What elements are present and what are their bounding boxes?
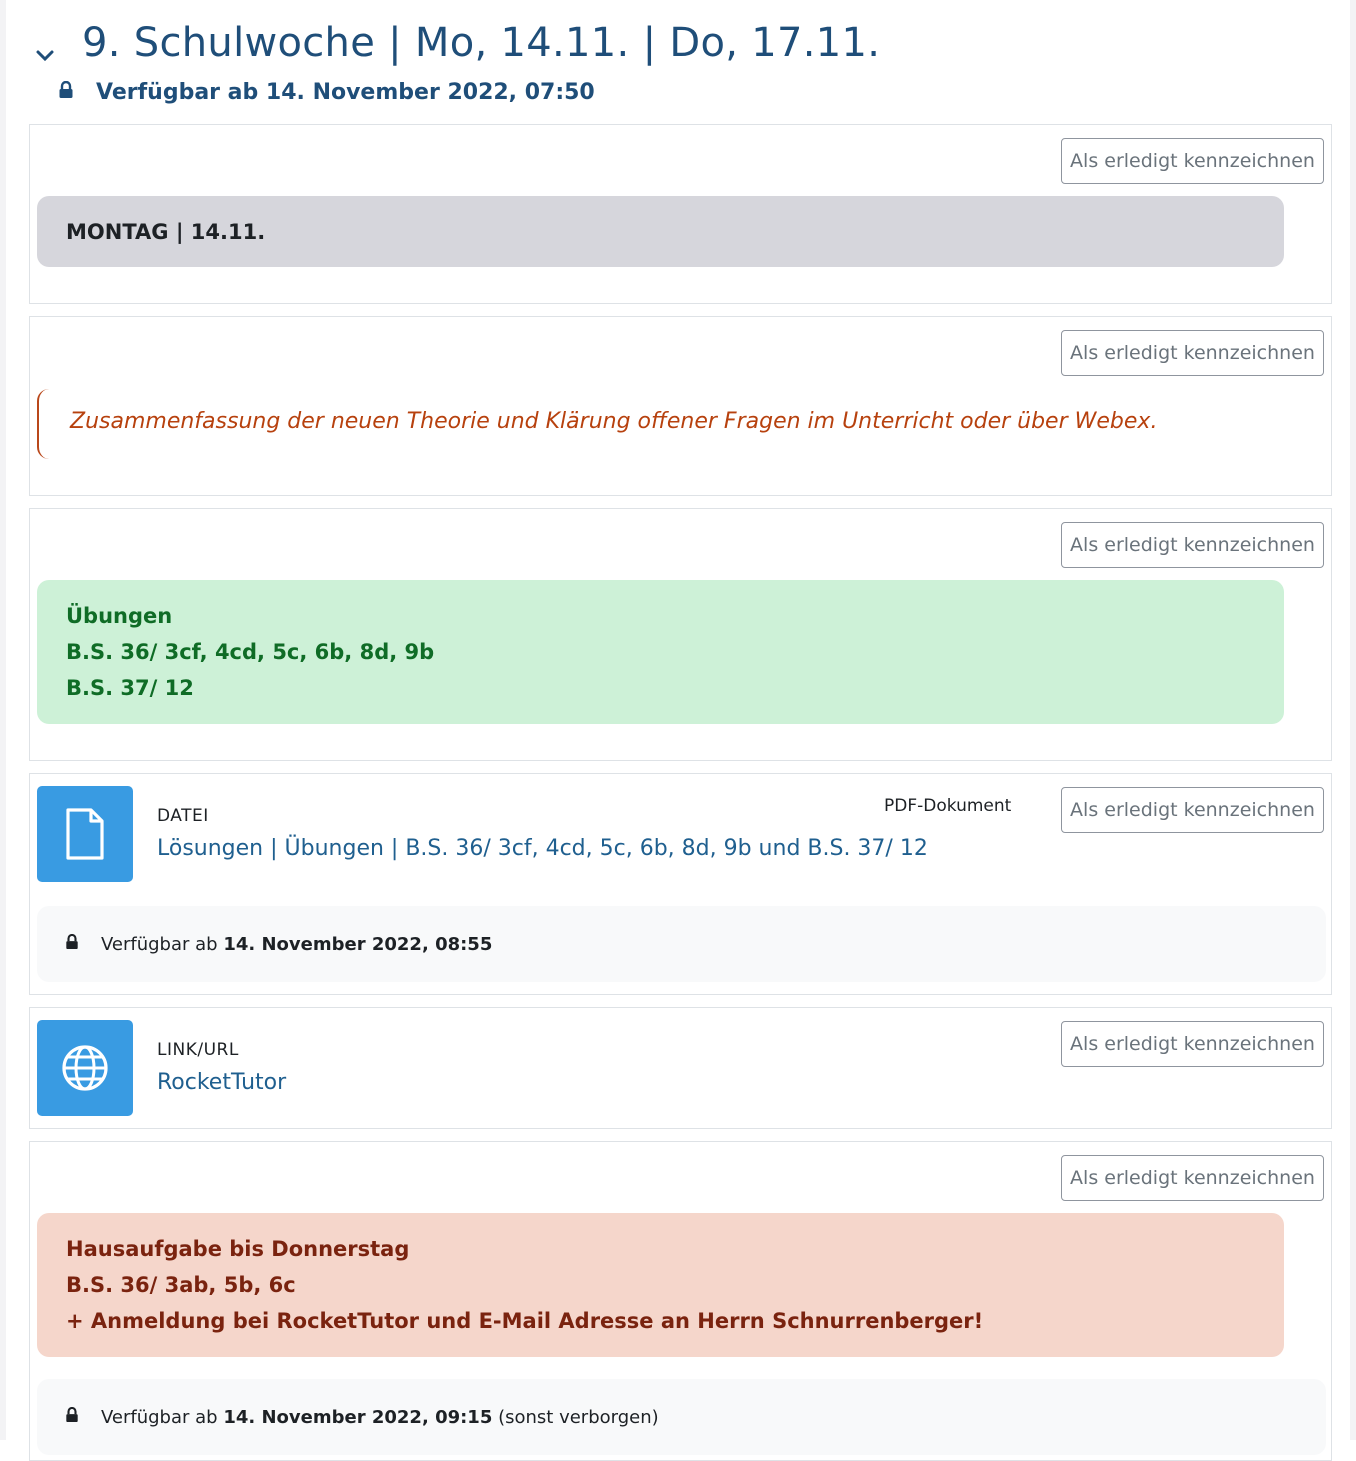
mark-done-button[interactable]: Als erledigt kennzeichnen xyxy=(1061,1021,1324,1067)
label-uebungen-title: Übungen xyxy=(66,604,173,628)
file-restriction xyxy=(37,906,1326,982)
restriction-prefix: Verfügbar ab xyxy=(101,933,218,955)
activity-file xyxy=(29,773,1332,995)
label-montag-text: MONTAG | 14.11. xyxy=(66,219,266,244)
url-activity-link[interactable]: RocketTutor xyxy=(157,1070,287,1095)
chevron-down-icon[interactable] xyxy=(34,48,56,68)
summary-quote-text: Zusammenfassung der neuen Theorie und Klärung offener Fragen im Unterricht oder über Webex. xyxy=(70,409,1158,434)
globe-icon[interactable] xyxy=(37,1020,133,1116)
mark-done-button[interactable]: Als erledigt kennzeichnen xyxy=(1061,522,1324,568)
mark-done-button[interactable]: Als erledigt kennzeichnen xyxy=(1061,138,1324,184)
activity-type: DATEI xyxy=(157,806,209,826)
label-hausaufgabe-title: Hausaufgabe bis Donnerstag xyxy=(66,1237,410,1261)
label-uebungen xyxy=(37,580,1284,724)
label-hausaufgabe-line: B.S. 36/ 3ab, 5b, 6c xyxy=(66,1273,296,1297)
activity-label-summary xyxy=(29,316,1332,496)
lock-icon xyxy=(58,81,74,103)
section-availability xyxy=(58,78,595,106)
label-hausaufgabe-line: + Anmeldung bei RocketTutor und E-Mail Adresse an Herrn Schnurrenberger! xyxy=(66,1309,984,1333)
activity-type: LINK/URL xyxy=(157,1040,239,1060)
section-title[interactable]: 9. Schulwoche | Mo, 14.11. | Do, 17.11. xyxy=(82,20,881,66)
restriction-text xyxy=(101,934,492,955)
mark-done-button[interactable]: Als erledigt kennzeichnen xyxy=(1061,330,1324,376)
label-uebungen-line: B.S. 36/ 3cf, 4cd, 5c, 6b, 8d, 9b xyxy=(66,640,435,664)
page-edge-right xyxy=(1350,0,1356,1440)
label-hausaufgabe xyxy=(37,1213,1284,1357)
restriction-text xyxy=(101,1407,659,1428)
lock-icon xyxy=(65,934,79,954)
file-activity-link[interactable]: Lösungen | Übungen | B.S. 36/ 3cf, 4cd, 5c, 6b, 8d, 9b und B.S. 37/ 12 xyxy=(157,836,928,861)
label-montag xyxy=(37,196,1284,267)
file-kind: PDF-Dokument xyxy=(884,796,1012,816)
activity-label-hausaufgabe xyxy=(29,1141,1332,1461)
restriction-date: 14. November 2022, 08:55 xyxy=(223,933,493,955)
restriction-prefix: Verfügbar ab xyxy=(101,1406,218,1428)
restriction-date: 14. November 2022, 09:15 xyxy=(223,1406,493,1428)
section-availability-text: Verfügbar ab 14. November 2022, 07:50 xyxy=(96,79,595,105)
activity-label-uebungen xyxy=(29,508,1332,761)
mark-done-button[interactable]: Als erledigt kennzeichnen xyxy=(1061,787,1324,833)
section-header xyxy=(30,18,1330,118)
page-edge-left xyxy=(0,0,6,1440)
activity-url xyxy=(29,1007,1332,1129)
activity-label-montag xyxy=(29,124,1332,304)
file-icon[interactable] xyxy=(37,786,133,882)
mark-done-button[interactable]: Als erledigt kennzeichnen xyxy=(1061,1155,1324,1201)
label-uebungen-line: B.S. 37/ 12 xyxy=(66,676,194,700)
lock-icon xyxy=(65,1407,79,1427)
homework-restriction xyxy=(37,1379,1326,1455)
restriction-suffix: (sonst verborgen) xyxy=(498,1406,659,1428)
